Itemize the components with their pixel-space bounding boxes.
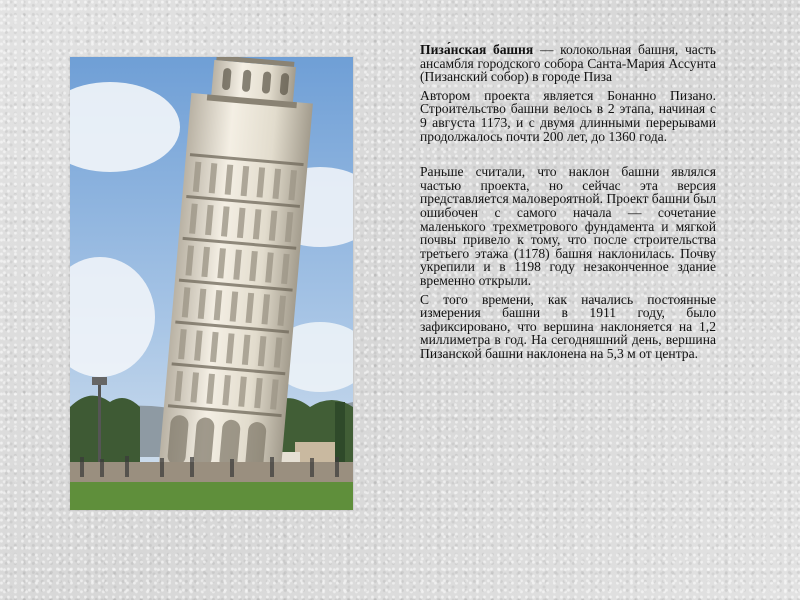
article-title: Пиза́нская башня bbox=[420, 42, 534, 57]
paragraph-author: Автором проекта является Бонанно Пизано. Строительство башни велось в 2 этапа, начиная с 9 августа 1173, и с двумя длинными перерывами продолжалось почти 200 лет, до 1360 года. bbox=[420, 87, 716, 144]
paragraph-measurements: С того времени, как начались постоянные измерения башни в 1911 году, было зафиксировано, что вершина наклоняется на 1,2 миллиметра в год. На сегодняшний день, вершина Пизанской башни наклонена на 5,3 м от центра. bbox=[420, 291, 716, 361]
article-text bbox=[420, 43, 716, 365]
leaning-tower-photo bbox=[70, 57, 353, 510]
tower-illustration bbox=[70, 57, 353, 510]
paragraph-tilt: Раньше считали, что наклон башни являлся частью проекта, но сейчас эта версия представляется маловероятной. Проект башни был ошибочен с самого начала — сочетание маленького трехметрового фундамента и мягкой почвы привело к тому, что после строительства третьего этажа (1178) башня наклонилась. Почву укрепили и в 1198 году незаконченное здание временно открыли. bbox=[420, 164, 716, 288]
intro-text: — колокольная башня, часть ансамбля городского собора Санта-Мария Ассунта (Пизанский собор) в городе Пиза bbox=[420, 42, 716, 85]
intro-paragraph bbox=[420, 43, 716, 84]
